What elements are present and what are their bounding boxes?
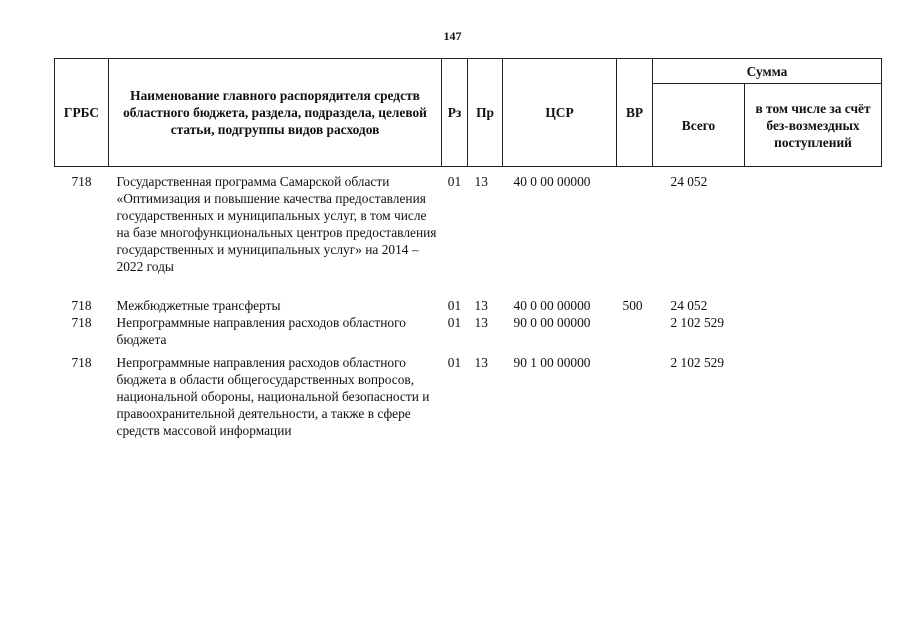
cell-total: 2 102 529 bbox=[670, 355, 725, 370]
header-vr: ВР bbox=[617, 59, 653, 167]
header-free-receipts: в том числе за счёт без-возмездных поступлений bbox=[745, 84, 882, 167]
cell-pr: 13 bbox=[474, 315, 488, 330]
cell-name: Непрограммные направления расходов областного бюджета bbox=[116, 315, 406, 347]
table-body bbox=[55, 167, 882, 440]
cell-free-receipts bbox=[745, 297, 882, 314]
cell-name: Государственная программа Самарской области «Оптимизация и повышение качества предоставления государственных и муниципальных услуг, в том числе на базе многофункциональных центров предоставления государственных и муниципальных услуг» на 2014 – 2022 годы bbox=[116, 174, 437, 274]
cell-total: 24 052 bbox=[670, 298, 708, 313]
header-sum: Сумма bbox=[653, 59, 882, 84]
header-total: Всего bbox=[653, 84, 745, 167]
cell-pr: 13 bbox=[474, 174, 488, 189]
table-header bbox=[55, 59, 882, 167]
cell-rz: 01 bbox=[447, 355, 462, 370]
header-name: Наименование главного распорядителя средств областного бюджета, раздела, подраздела, целевой статьи, подгруппы видов расходов bbox=[109, 59, 442, 167]
cell-free-receipts bbox=[745, 354, 882, 439]
cell-vr: 500 bbox=[622, 298, 643, 313]
cell-vr bbox=[617, 354, 653, 439]
table-row bbox=[55, 167, 882, 298]
cell-pr: 13 bbox=[474, 298, 488, 313]
budget-table bbox=[54, 58, 882, 439]
table-row bbox=[55, 297, 882, 314]
cell-csr: 90 0 00 00000 bbox=[513, 315, 591, 330]
cell-grbs: 718 bbox=[71, 315, 92, 330]
header-pr: Пр bbox=[468, 59, 503, 167]
cell-csr: 40 0 00 00000 bbox=[513, 298, 591, 313]
page-number: 147 bbox=[443, 29, 462, 43]
cell-rz: 01 bbox=[447, 315, 462, 330]
cell-csr: 90 1 00 00000 bbox=[513, 355, 591, 370]
cell-free-receipts bbox=[745, 167, 882, 298]
cell-name: Межбюджетные трансферты bbox=[116, 298, 281, 313]
cell-vr bbox=[617, 167, 653, 298]
header-rz: Рз bbox=[442, 59, 468, 167]
cell-csr: 40 0 00 00000 bbox=[513, 174, 591, 189]
cell-name: Непрограммные направления расходов областного бюджета в области общегосударственных вопросов, национальной обороны, национальной безопасности и правоохранительной деятельности, а также в сфере средств массовой информации bbox=[116, 355, 430, 438]
cell-free-receipts bbox=[745, 314, 882, 354]
header-grbs: ГРБС bbox=[55, 59, 109, 167]
cell-vr bbox=[617, 314, 653, 354]
cell-total: 24 052 bbox=[670, 174, 708, 189]
cell-rz: 01 bbox=[447, 174, 462, 189]
cell-pr: 13 bbox=[474, 355, 488, 370]
table-row bbox=[55, 354, 882, 439]
cell-grbs: 718 bbox=[71, 298, 92, 313]
cell-grbs: 718 bbox=[71, 174, 92, 189]
cell-rz: 01 bbox=[447, 298, 462, 313]
table-row bbox=[55, 314, 882, 354]
cell-total: 2 102 529 bbox=[670, 315, 725, 330]
cell-grbs: 718 bbox=[71, 355, 92, 370]
header-csr: ЦСР bbox=[503, 59, 617, 167]
